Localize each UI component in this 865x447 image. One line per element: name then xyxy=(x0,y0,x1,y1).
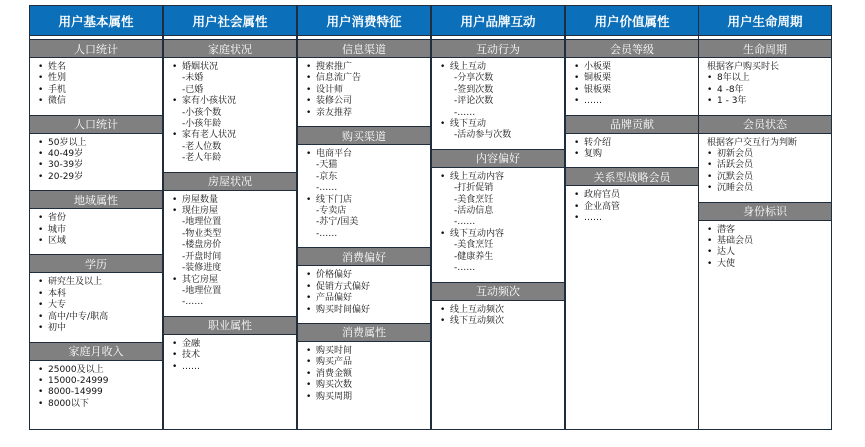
sub-item: -…… xyxy=(454,263,476,274)
bullet-item: • …… xyxy=(172,362,296,373)
bullet-item: • 购买产品 xyxy=(306,357,430,368)
bullet-item: • 50岁以上 xyxy=(38,138,162,149)
sub-item: -活动参与次数 xyxy=(454,130,512,141)
sub-item: -开盘时间 xyxy=(182,251,222,262)
bullet-item: • 15000-24999 xyxy=(38,376,162,387)
bullet-item: • 价格偏好 xyxy=(306,270,430,281)
bullet-item: • 初中 xyxy=(38,323,162,334)
bullet-item: • 家有老人状况 xyxy=(172,130,296,141)
bullet-item: • 活跃会员 xyxy=(707,160,831,171)
section-item-list xyxy=(432,58,564,147)
bullet-item: • 30-39岁 xyxy=(38,160,162,171)
bullet-item: • 购买时间偏好 xyxy=(306,305,430,316)
section-header: 消费偏好 xyxy=(298,247,430,266)
bullet-item: • 20-29岁 xyxy=(38,172,162,183)
bullet-item: • 城市 xyxy=(38,225,162,236)
sub-item: -打折促销 xyxy=(454,183,494,194)
sub-item: -楼盘房价 xyxy=(182,240,222,251)
section-note: 根据客户交互行为判断 xyxy=(707,137,798,148)
section-item-list xyxy=(298,342,430,408)
column-title: 用户价值属性 xyxy=(566,6,698,36)
section-item-list xyxy=(30,134,162,189)
sub-item: -健康养生 xyxy=(454,251,494,262)
section-item-list xyxy=(30,273,162,339)
bullet-item: • 线下互动频次 xyxy=(440,316,564,327)
column-3 xyxy=(297,5,431,430)
section-item-list xyxy=(699,134,831,200)
bullet-item: • 产品偏好 xyxy=(306,293,430,304)
section-item-list xyxy=(432,301,564,333)
sub-item: -小孩个数 xyxy=(182,107,222,118)
bullet-item: • 性别 xyxy=(38,73,162,84)
bullet-item: • 基础会员 xyxy=(707,236,831,247)
bullet-item: • 微信 xyxy=(38,96,162,107)
bullet-item: • 电商平台 xyxy=(306,149,430,160)
sub-item: -美食烹饪 xyxy=(454,194,494,205)
bullet-item: • 房屋数量 xyxy=(172,195,296,206)
bullet-item: • 政府官员 xyxy=(574,190,698,201)
sub-item: -专卖店 xyxy=(316,206,347,217)
section-header: 家庭状况 xyxy=(164,39,296,58)
bullet-item: • 复购 xyxy=(574,149,698,160)
sub-item: -活动信息 xyxy=(454,206,494,217)
section-header: 人口统计 xyxy=(30,115,162,134)
section-item-list xyxy=(298,266,430,321)
section-item-list xyxy=(566,58,698,113)
bullet-item: • 8000以下 xyxy=(38,399,162,410)
bullet-item: • 手机 xyxy=(38,85,162,96)
sub-item: -老人位数 xyxy=(182,141,222,152)
bullet-item: • 初新会员 xyxy=(707,149,831,160)
section-header: 内容偏好 xyxy=(432,149,564,168)
bullet-item: • 铜板栗 xyxy=(574,73,698,84)
bullet-item: • 省份 xyxy=(38,213,162,224)
bullet-item: • 银板栗 xyxy=(574,85,698,96)
section-header: 家庭月收入 xyxy=(30,342,162,361)
section-item-list xyxy=(566,186,698,229)
sub-item: -地理位置 xyxy=(182,217,222,228)
bullet-item: • 线上互动频次 xyxy=(440,305,564,316)
section-note: 根据客户购买时长 xyxy=(707,62,780,72)
bullet-item: • 线下互动 xyxy=(440,119,564,130)
section-item-list xyxy=(432,168,564,280)
section-header: 互动频次 xyxy=(432,282,564,301)
section-header: 职业属性 xyxy=(164,316,296,335)
bullet-item: • 设计师 xyxy=(306,85,430,96)
sub-item: -装修进度 xyxy=(182,263,222,274)
section-header: 会员等级 xyxy=(566,39,698,58)
bullet-item: • 购买时间 xyxy=(306,346,430,357)
column-5 xyxy=(565,5,699,430)
column-title: 用户品牌互动 xyxy=(432,6,564,36)
bullet-item: • 装修公司 xyxy=(306,96,430,107)
bullet-item: • 线下互动内容 xyxy=(440,229,564,240)
section-item-list xyxy=(164,191,296,314)
column-1 xyxy=(29,5,163,430)
section-header: 学历 xyxy=(30,254,162,273)
bullet-item: • 企业高管 xyxy=(574,202,698,213)
sub-item: -…… xyxy=(316,228,338,239)
section-header: 地域属性 xyxy=(30,190,162,209)
bullet-item: • 8年以上 xyxy=(707,73,831,84)
sub-item: -京东 xyxy=(316,171,338,182)
sub-item: -天猫 xyxy=(316,160,338,171)
section-header: 生命周期 xyxy=(699,39,831,58)
section-item-list xyxy=(699,221,831,276)
sub-item: -…… xyxy=(316,183,338,194)
sub-item: -签到次数 xyxy=(454,84,494,95)
bullet-item: • 姓名 xyxy=(38,62,162,73)
column-4 xyxy=(431,5,565,430)
bullet-item: • 8000-14999 xyxy=(38,387,162,398)
bullet-item: • 大使 xyxy=(707,259,831,270)
bullet-item: • 区域 xyxy=(38,236,162,247)
bullet-item: • 小板栗 xyxy=(574,62,698,73)
section-header: 信息渠道 xyxy=(298,39,430,58)
bullet-item: • …… xyxy=(574,213,698,224)
bullet-item: • 转介绍 xyxy=(574,138,698,149)
bullet-item: • 线上互动 xyxy=(440,62,564,73)
bullet-item: • 家有小孩状况 xyxy=(172,96,296,107)
sub-item: -…… xyxy=(182,297,204,308)
bullet-item: • 搜索推广 xyxy=(306,62,430,73)
bullet-item: • 4 -8年 xyxy=(707,85,831,96)
column-2 xyxy=(163,5,297,430)
section-item-list xyxy=(298,145,430,245)
section-item-list xyxy=(699,58,831,113)
section-item-list xyxy=(298,58,430,124)
column-6 xyxy=(698,5,832,430)
section-header: 消费属性 xyxy=(298,323,430,342)
bullet-item: • 1 - 3年 xyxy=(707,96,831,107)
section-item-list xyxy=(164,335,296,378)
bullet-item: • 婚姻状况 xyxy=(172,62,296,73)
sub-item: -已婚 xyxy=(182,84,204,95)
section-header: 互动行为 xyxy=(432,39,564,58)
section-header: 品牌贡献 xyxy=(566,115,698,134)
section-header: 房屋状况 xyxy=(164,172,296,191)
section-item-list xyxy=(30,361,162,416)
sub-item: -…… xyxy=(454,107,476,118)
bullet-item: • 金融 xyxy=(172,339,296,350)
bullet-item: • 消费金额 xyxy=(306,369,430,380)
section-header: 会员状态 xyxy=(699,115,831,134)
sub-item: -分享次数 xyxy=(454,73,494,84)
bullet-item: • 高中/中专/职高 xyxy=(38,312,162,323)
sub-item: -老人年龄 xyxy=(182,153,222,164)
section-item-list xyxy=(30,58,162,113)
bullet-item: • 线下门店 xyxy=(306,195,430,206)
bullet-item: • 信息流广告 xyxy=(306,73,430,84)
column-title: 用户消费特征 xyxy=(298,6,430,36)
bullet-item: • 购买次数 xyxy=(306,380,430,391)
sub-item: -评论次数 xyxy=(454,96,494,107)
section-header: 身份标识 xyxy=(699,202,831,221)
bullet-item: • 其它房屋 xyxy=(172,275,296,286)
bullet-item: • 促销方式偏好 xyxy=(306,282,430,293)
bullet-item: • 亲友推荐 xyxy=(306,108,430,119)
bullet-item: • …… xyxy=(574,96,698,107)
section-item-list xyxy=(30,209,162,252)
bullet-item: • 大专 xyxy=(38,300,162,311)
bullet-item: • 潜客 xyxy=(707,225,831,236)
sub-item: -地理位置 xyxy=(182,285,222,296)
section-item-list xyxy=(566,134,698,166)
column-title: 用户生命周期 xyxy=(699,6,831,36)
bullet-item: • 25000及以上 xyxy=(38,365,162,376)
bullet-item: • 沉默会员 xyxy=(707,172,831,183)
section-item-list xyxy=(164,58,296,170)
sub-item: -未婚 xyxy=(182,73,204,84)
sub-item: -苏宁/国美 xyxy=(316,217,359,228)
sub-item: -…… xyxy=(454,217,476,228)
bullet-item: • 现住房屋 xyxy=(172,206,296,217)
sub-item: -物业类型 xyxy=(182,228,222,239)
section-header: 关系型战略会员 xyxy=(566,167,698,186)
section-header: 购买渠道 xyxy=(298,126,430,145)
bullet-item: • 40-49岁 xyxy=(38,149,162,160)
sub-item: -美食烹饪 xyxy=(454,240,494,251)
bullet-item: • 达人 xyxy=(707,247,831,258)
bullet-item: • 研究生及以上 xyxy=(38,277,162,288)
bullet-item: • 购买周期 xyxy=(306,392,430,403)
bullet-item: • 沉睡会员 xyxy=(707,183,831,194)
column-title: 用户社会属性 xyxy=(164,6,296,36)
bullet-item: • 线上互动内容 xyxy=(440,172,564,183)
section-header: 人口统计 xyxy=(30,39,162,58)
bullet-item: • 技术 xyxy=(172,350,296,361)
column-title: 用户基本属性 xyxy=(30,6,162,36)
bullet-item: • 本科 xyxy=(38,289,162,300)
sub-item: -小孩年龄 xyxy=(182,119,222,130)
